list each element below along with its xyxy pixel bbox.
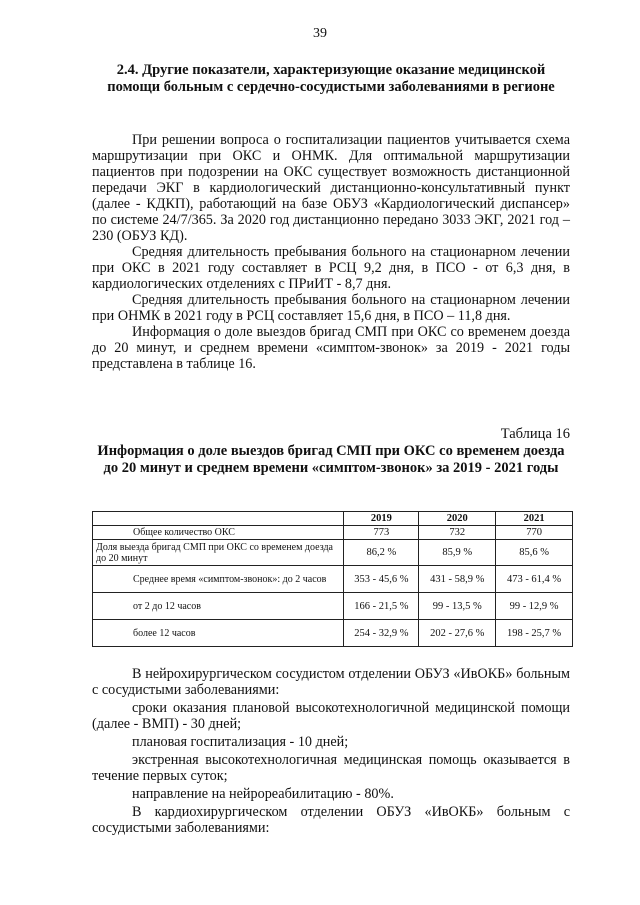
- table-title: Информация о доле выездов бригад СМП при ОКС со временем доезда до 20 минут и среднем времени «симптом-звонок» за 2019 - 2021 годы: [97, 443, 565, 476]
- table-row: [93, 526, 573, 540]
- table-row: [93, 620, 573, 647]
- table-row: [93, 593, 573, 620]
- table-cell: 166 - 21,5 %: [344, 593, 419, 620]
- paragraph: Средняя длительность пребывания больного на стационарном лечении при ОНМК в 2021 году в РСЦ составляет 15,6 дня, в ПСО – 11,8 дня.: [92, 292, 570, 324]
- table-header-cell: [93, 512, 344, 526]
- table-header-row: [93, 512, 573, 526]
- table-cell: 473 - 61,4 %: [496, 566, 573, 593]
- paragraph: сроки оказания плановой высокотехнологичной медицинской помощи (далее - ВМП) - 30 дней;: [92, 700, 570, 732]
- table-cell: 86,2 %: [344, 540, 419, 566]
- table-header-cell: 2019: [344, 512, 419, 526]
- page-number: 39: [313, 26, 327, 41]
- table-cell: 770: [496, 526, 573, 540]
- table-row: [93, 540, 573, 566]
- table-row: [93, 566, 573, 593]
- table-cell: 353 - 45,6 %: [344, 566, 419, 593]
- table-row-label: от 2 до 12 часов: [93, 593, 344, 620]
- table-row-label: более 12 часов: [93, 620, 344, 647]
- paragraph: В нейрохирургическом сосудистом отделении ОБУЗ «ИвОКБ» больным с сосудистыми заболеваниями:: [92, 666, 570, 698]
- table-cell: 99 - 13,5 %: [419, 593, 496, 620]
- body-text-top: [92, 132, 570, 372]
- data-table: [92, 511, 573, 647]
- section-title: 2.4. Другие показатели, характеризующие оказание медицинской помощи больным с сердечно-сосудистыми заболеваниями в регионе: [107, 62, 555, 95]
- table-cell: 431 - 58,9 %: [419, 566, 496, 593]
- paragraph: При решении вопроса о госпитализации пациентов учитывается схема маршрутизации при ОКС и ОНМК. Для оптимальной маршрутизации пациентов при подозрении на ОКС существует возможность дистанционной передачи ЭКГ в кардиологический дистанционно-консультативный пункт (далее - КДКП), работающий на базе ОБУЗ «Кардиологический диспансер» по системе 24/7/365. За 2020 год дистанционно передано 3033 ЭКГ, 2021 год – 230 (ОБУЗ КД).: [92, 132, 570, 244]
- paragraph: плановая госпитализация - 10 дней;: [132, 734, 349, 750]
- paragraph: Информация о доле выездов бригад СМП при ОКС со временем доезда до 20 минут, и среднем времени «симптом-звонок» за 2019 - 2021 годы представлена в таблице 16.: [92, 324, 570, 372]
- table-label: Таблица 16: [500, 426, 570, 442]
- body-text-bottom: [92, 666, 570, 838]
- paragraph: направление на нейрореабилитацию - 80%.: [132, 786, 394, 802]
- paragraph: экстренная высокотехнологичная медицинская помощь оказывается в течение первых суток;: [92, 752, 570, 784]
- table-cell: 198 - 25,7 %: [496, 620, 573, 647]
- table-cell: 99 - 12,9 %: [496, 593, 573, 620]
- table-row-label: Среднее время «симптом-звонок»: до 2 часов: [93, 566, 344, 593]
- table-cell: 85,6 %: [496, 540, 573, 566]
- table-cell: 773: [344, 526, 419, 540]
- table-row-label: Доля выезда бригад СМП при ОКС со временем доезда до 20 минут: [93, 540, 344, 566]
- table-header-cell: 2020: [419, 512, 496, 526]
- table-cell: 254 - 32,9 %: [344, 620, 419, 647]
- paragraph: В кардиохирургическом отделении ОБУЗ «ИвОКБ» больным с сосудистыми заболеваниями:: [92, 804, 570, 836]
- table-cell: 732: [419, 526, 496, 540]
- table-row-label: Общее количество ОКС: [93, 526, 344, 540]
- table-cell: 85,9 %: [419, 540, 496, 566]
- table-cell: 202 - 27,6 %: [419, 620, 496, 647]
- paragraph: Средняя длительность пребывания больного на стационарном лечении при ОКС в 2021 году составляет в РСЦ 9,2 дня, в ПСО - от 6,3 дня, в кардиологических отделениях с ПРиИТ - 8,7 дня.: [92, 244, 570, 292]
- table-header-cell: 2021: [496, 512, 573, 526]
